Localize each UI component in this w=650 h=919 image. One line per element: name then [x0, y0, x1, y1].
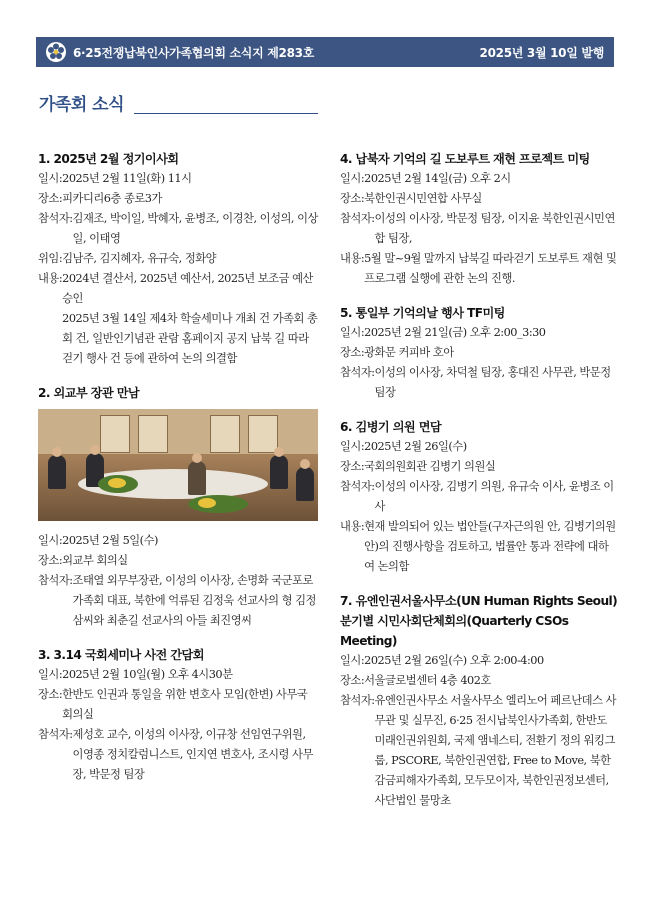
date-label: 일시:: [38, 668, 63, 681]
place-label: 장소:: [38, 688, 63, 701]
date-row: [340, 169, 618, 189]
content-label: 내용:: [340, 252, 365, 265]
news-item-4: [340, 149, 618, 289]
content-row: [340, 517, 618, 577]
news-item-1: [38, 149, 318, 369]
item-title: 5. 통일부 기억의날 행사 TF미팅: [340, 306, 505, 320]
attendees-row: [38, 209, 318, 249]
publish-date: 2025년 3월 10일 발행: [479, 45, 604, 60]
place-row: [340, 671, 618, 691]
content-row: [38, 269, 318, 369]
place-label: 장소:: [38, 554, 63, 567]
left-column: [38, 149, 318, 799]
place-label: 장소:: [340, 346, 365, 359]
attendees-row: [340, 477, 618, 517]
content-label: 내용:: [340, 520, 365, 533]
place-value: 피카디리6층 종로3가: [62, 192, 162, 205]
date-value: 2025년 2월 11일(화) 11시: [62, 172, 192, 185]
attendees-value: 김재조, 박이일, 박혜자, 윤병조, 이경찬, 이성의, 이상일, 이태영: [72, 212, 318, 245]
attendees-row: [340, 209, 618, 249]
date-value: 2025년 2월 26일(수) 오후 2:00-4:00: [364, 654, 544, 667]
place-value: 국회의원회관 김병기 의원실: [364, 460, 496, 473]
content-value: 현재 발의되어 있는 법안들(구자근의원 안, 김병기의원 안)의 진행사항을 검토하고, 법률안 통과 전략에 대하여 논의함: [364, 520, 616, 573]
meeting-photo: [38, 409, 318, 521]
place-value: 북한인권시민연합 사무실: [364, 192, 482, 205]
attendees-row: [38, 725, 318, 785]
date-value: 2025년 2월 5일(수): [62, 534, 158, 547]
date-value: 2025년 2월 10일(월) 오후 4시30분: [62, 668, 233, 681]
title-underline: [134, 113, 318, 114]
item-title: 1. 2025년 2월 정기이사회: [38, 152, 179, 166]
date-row: [340, 651, 618, 671]
content-row: [340, 249, 618, 289]
attendees-row: [38, 571, 318, 631]
place-row: [38, 685, 318, 725]
date-label: 일시:: [340, 654, 365, 667]
content-label: 내용:: [38, 272, 63, 285]
place-row: [340, 189, 618, 209]
attendees-value: 조태열 외무부장관, 이성의 이사장, 손명화 국군포로가족회 대표, 북한에 억류된 김정욱 선교사의 형 김정삼씨와 최춘길 선교사의 아들 최진영씨: [72, 574, 316, 627]
attendees-label: 참석자:: [38, 574, 73, 587]
place-row: [340, 457, 618, 477]
date-label: 일시:: [340, 326, 365, 339]
attendees-value: 유엔인권사무소 서울사무소 엘리노어 페르난데스 사무관 및 실무진, 6·25 전시납북인사가족회, 한반도 미래인권위원회, 국제 앰네스티, 전환기 정의 워킹그룹, PSCORE, 북한인권연합, Free to Move, 북한감금피해자가족회, 모두모이자, 북한인권정보센터, 사단법인 물망초: [374, 694, 616, 807]
place-value: 서울글로벌센터 4층 402호: [364, 674, 491, 687]
right-column: [340, 149, 618, 825]
item-title: 7. 유엔인권서울사무소(UN Human Rights Seoul) 분기별 시민사회단체회의(Quarterly CSOs Meeting): [340, 594, 618, 648]
item-title: 3. 3.14 국회세미나 사전 간담회: [38, 648, 204, 662]
news-item-3: [38, 645, 318, 785]
place-value: 한반도 인권과 통일을 위한 변호사 모임(한변) 사무국 회의실: [62, 688, 308, 721]
attendees-label: 참석자:: [340, 694, 375, 707]
content-text-2: 2025년 3월 14일 제4차 학술세미나 개최 건 가족회 총회 건, 일반인기념관 관람 홈페이지 공지 납북 길 따라 걷기 행사 건 등에 관하여 논의 의결함: [62, 312, 318, 365]
attendees-value: 제성호 교수, 이성의 이사장, 이규창 선임연구위원, 이영종 정치칼럼니스트, 인지연 변호사, 조시령 사무장, 박문정 팀장: [72, 728, 313, 781]
date-row: [340, 323, 618, 343]
date-row: [38, 169, 318, 189]
content-value: [62, 269, 318, 369]
news-item-6: [340, 417, 618, 577]
attendees-label: 참석자:: [340, 212, 375, 225]
date-label: 일시:: [38, 534, 63, 547]
attendees-value: 이성의 이사장, 차덕철 팀장, 홍대진 사무관, 박문정 팀장: [374, 366, 611, 399]
attendees-label: 참석자:: [340, 366, 375, 379]
newsletter-header: [36, 37, 614, 67]
attendees-label: 참석자:: [340, 480, 375, 493]
date-value: 2025년 2월 14일(금) 오후 2시: [364, 172, 511, 185]
place-row: [38, 189, 318, 209]
date-label: 일시:: [38, 172, 63, 185]
content-text-1: 2024년 결산서, 2025년 예산서, 2025년 보조금 예산 승인: [62, 272, 313, 305]
news-item-2: [38, 383, 318, 631]
date-row: [38, 531, 318, 551]
attendees-row: [340, 691, 618, 811]
attendees-row: [340, 363, 618, 403]
place-label: 장소:: [340, 460, 365, 473]
date-row: [340, 437, 618, 457]
place-label: 장소:: [340, 674, 365, 687]
date-label: 일시:: [340, 440, 365, 453]
section-title: 가족회 소식: [39, 95, 125, 115]
content-value: 5월 말~9월 말까지 납북길 따라걷기 도보루트 재현 및 프로그램 실행에 관한 논의 진행.: [364, 252, 617, 285]
proxy-value: 김남주, 김지혜자, 유규숙, 정화양: [62, 252, 217, 265]
place-label: 장소:: [340, 192, 365, 205]
newsletter-issue: 6·25전쟁납북인사가족협의회 소식지 제283호: [73, 45, 314, 60]
attendees-value: 이성의 이사장, 박문정 팀장, 이지윤 북한인권시민연합 팀장,: [374, 212, 615, 245]
news-item-7: [340, 591, 618, 811]
place-value: 광화문 커피바 호아: [364, 346, 454, 359]
date-label: 일시:: [340, 172, 365, 185]
news-item-5: [340, 303, 618, 403]
place-row: [38, 551, 318, 571]
attendees-label: 참석자:: [38, 212, 73, 225]
date-value: 2025년 2월 26일(수): [364, 440, 467, 453]
proxy-label: 위임:: [38, 252, 63, 265]
flower-emblem-icon: [45, 41, 67, 63]
attendees-value: 이성의 이사장, 김병기 의원, 유규숙 이사, 윤병조 이사: [374, 480, 614, 513]
date-value: 2025년 2월 21일(금) 오후 2:00_3:30: [364, 326, 546, 339]
place-label: 장소:: [38, 192, 63, 205]
attendees-label: 참석자:: [38, 728, 73, 741]
date-row: [38, 665, 318, 685]
item-title: 6. 김병기 의원 면담: [340, 420, 442, 434]
place-value: 외교부 회의실: [62, 554, 128, 567]
place-row: [340, 343, 618, 363]
item-title: 4. 납북자 기억의 길 도보루트 재현 프로젝트 미팅: [340, 152, 590, 166]
item-title: 2. 외교부 장관 만남: [38, 386, 140, 400]
proxy-row: [38, 249, 318, 269]
